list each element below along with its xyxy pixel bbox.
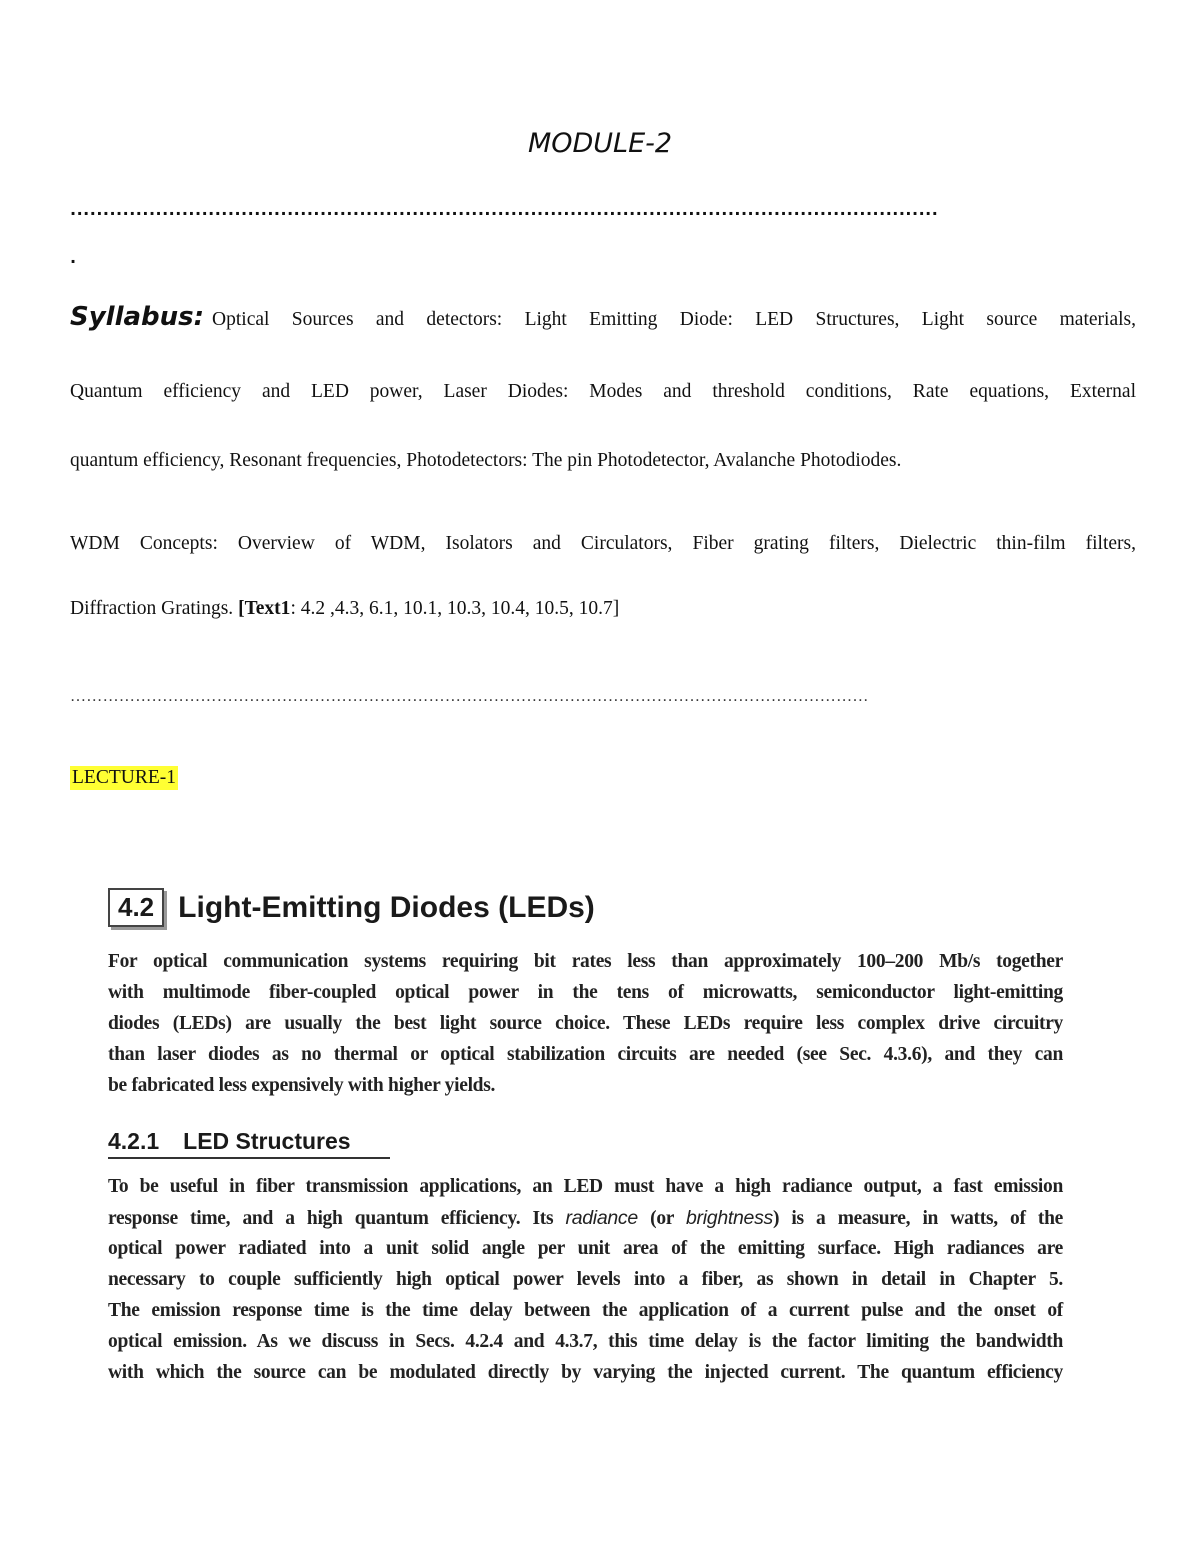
- body-text: ) is a measure, in watts, of the: [772, 1208, 1063, 1229]
- syllabus-text-1: Optical Sources and detectors: Light Emitting Diode: LED Structures, Light source materials,: [212, 309, 1136, 330]
- syllabus-line-1: [70, 302, 1136, 332]
- italic-term-brightness: brightness: [686, 1207, 773, 1229]
- text-ref-bold: Text1: [244, 598, 291, 619]
- italic-term-radiance: radiance: [565, 1207, 638, 1229]
- intro-line: For optical communication systems requiring bit rates less than approximately 100–200 Mb/s together: [108, 951, 1063, 972]
- lone-dot: .: [70, 248, 77, 267]
- body-text: response time, and a high quantum efficiency. Its: [108, 1208, 566, 1229]
- intro-line: with multimode fiber-coupled optical power in the tens of microwatts, semiconductor light-emitting: [108, 982, 1063, 1003]
- body-line: with which the source can be modulated directly by varying the injected current. The quantum efficiency: [108, 1362, 1063, 1383]
- subsection-heading: [108, 1128, 390, 1159]
- syllabus-line-2: Quantum efficiency and LED power, Laser Diodes: Modes and threshold conditions, Rate equations, External: [70, 381, 1136, 402]
- text-ref-rest: : 4.2 ,4.3, 6.1, 10.1, 10.3, 10.4, 10.5, 10.7]: [290, 598, 620, 619]
- wdm-line-2-prefix: Diffraction Gratings.: [70, 598, 239, 619]
- subsection-title: LED Structures: [183, 1128, 351, 1154]
- wdm-line-2: [70, 598, 1136, 620]
- intro-line: diodes (LEDs) are usually the best light source choice. These LEDs require less complex drive circuitry: [108, 1013, 1063, 1034]
- lecture-label: LECTURE-1: [72, 767, 176, 788]
- body-line: To be useful in fiber transmission applications, an LED must have a high radiance output, a fast emission: [108, 1176, 1063, 1197]
- dotted-separator-top: ....................................................................................................................................: [70, 200, 939, 219]
- section-number: 4.2: [108, 888, 164, 927]
- body-line: necessary to couple sufficiently high optical power levels into a fiber, as shown in detail in Chapter 5.: [108, 1269, 1063, 1290]
- body-line: The emission response time is the time delay between the application of a current pulse and the onset of: [108, 1300, 1063, 1321]
- module-title: MODULE-2: [527, 128, 673, 159]
- body-line: [108, 1207, 1063, 1230]
- body-line: optical power radiated into a unit solid angle per unit area of the emitting surface. High radiances are: [108, 1238, 1063, 1259]
- dotted-separator-bottom: …………………………………………………………………………………………………………………………………: [70, 688, 869, 705]
- text-ref-open: [: [238, 598, 245, 619]
- intro-line: be fabricated less expensively with higher yields.: [108, 1075, 496, 1096]
- body-text: (or: [637, 1208, 687, 1229]
- section-title: Light-Emitting Diodes (LEDs): [178, 890, 595, 924]
- section-heading: [108, 888, 595, 927]
- syllabus-line-3: quantum efficiency, Resonant frequencies, Photodetectors: The pin Photodetector, Avalanche Photodiodes.: [70, 450, 902, 471]
- intro-line: than laser diodes as no thermal or optical stabilization circuits are needed (see Sec. 4.3.6), and they can: [108, 1044, 1063, 1065]
- body-line: optical emission. As we discuss in Secs. 4.2.4 and 4.3.7, this time delay is the factor limiting the bandwidth: [108, 1331, 1063, 1352]
- subsection-number: 4.2.1: [108, 1128, 160, 1154]
- syllabus-label: Syllabus:: [70, 302, 205, 332]
- wdm-line-1: WDM Concepts: Overview of WDM, Isolators and Circulators, Fiber grating filters, Dielectric thin-film filters,: [70, 533, 1136, 554]
